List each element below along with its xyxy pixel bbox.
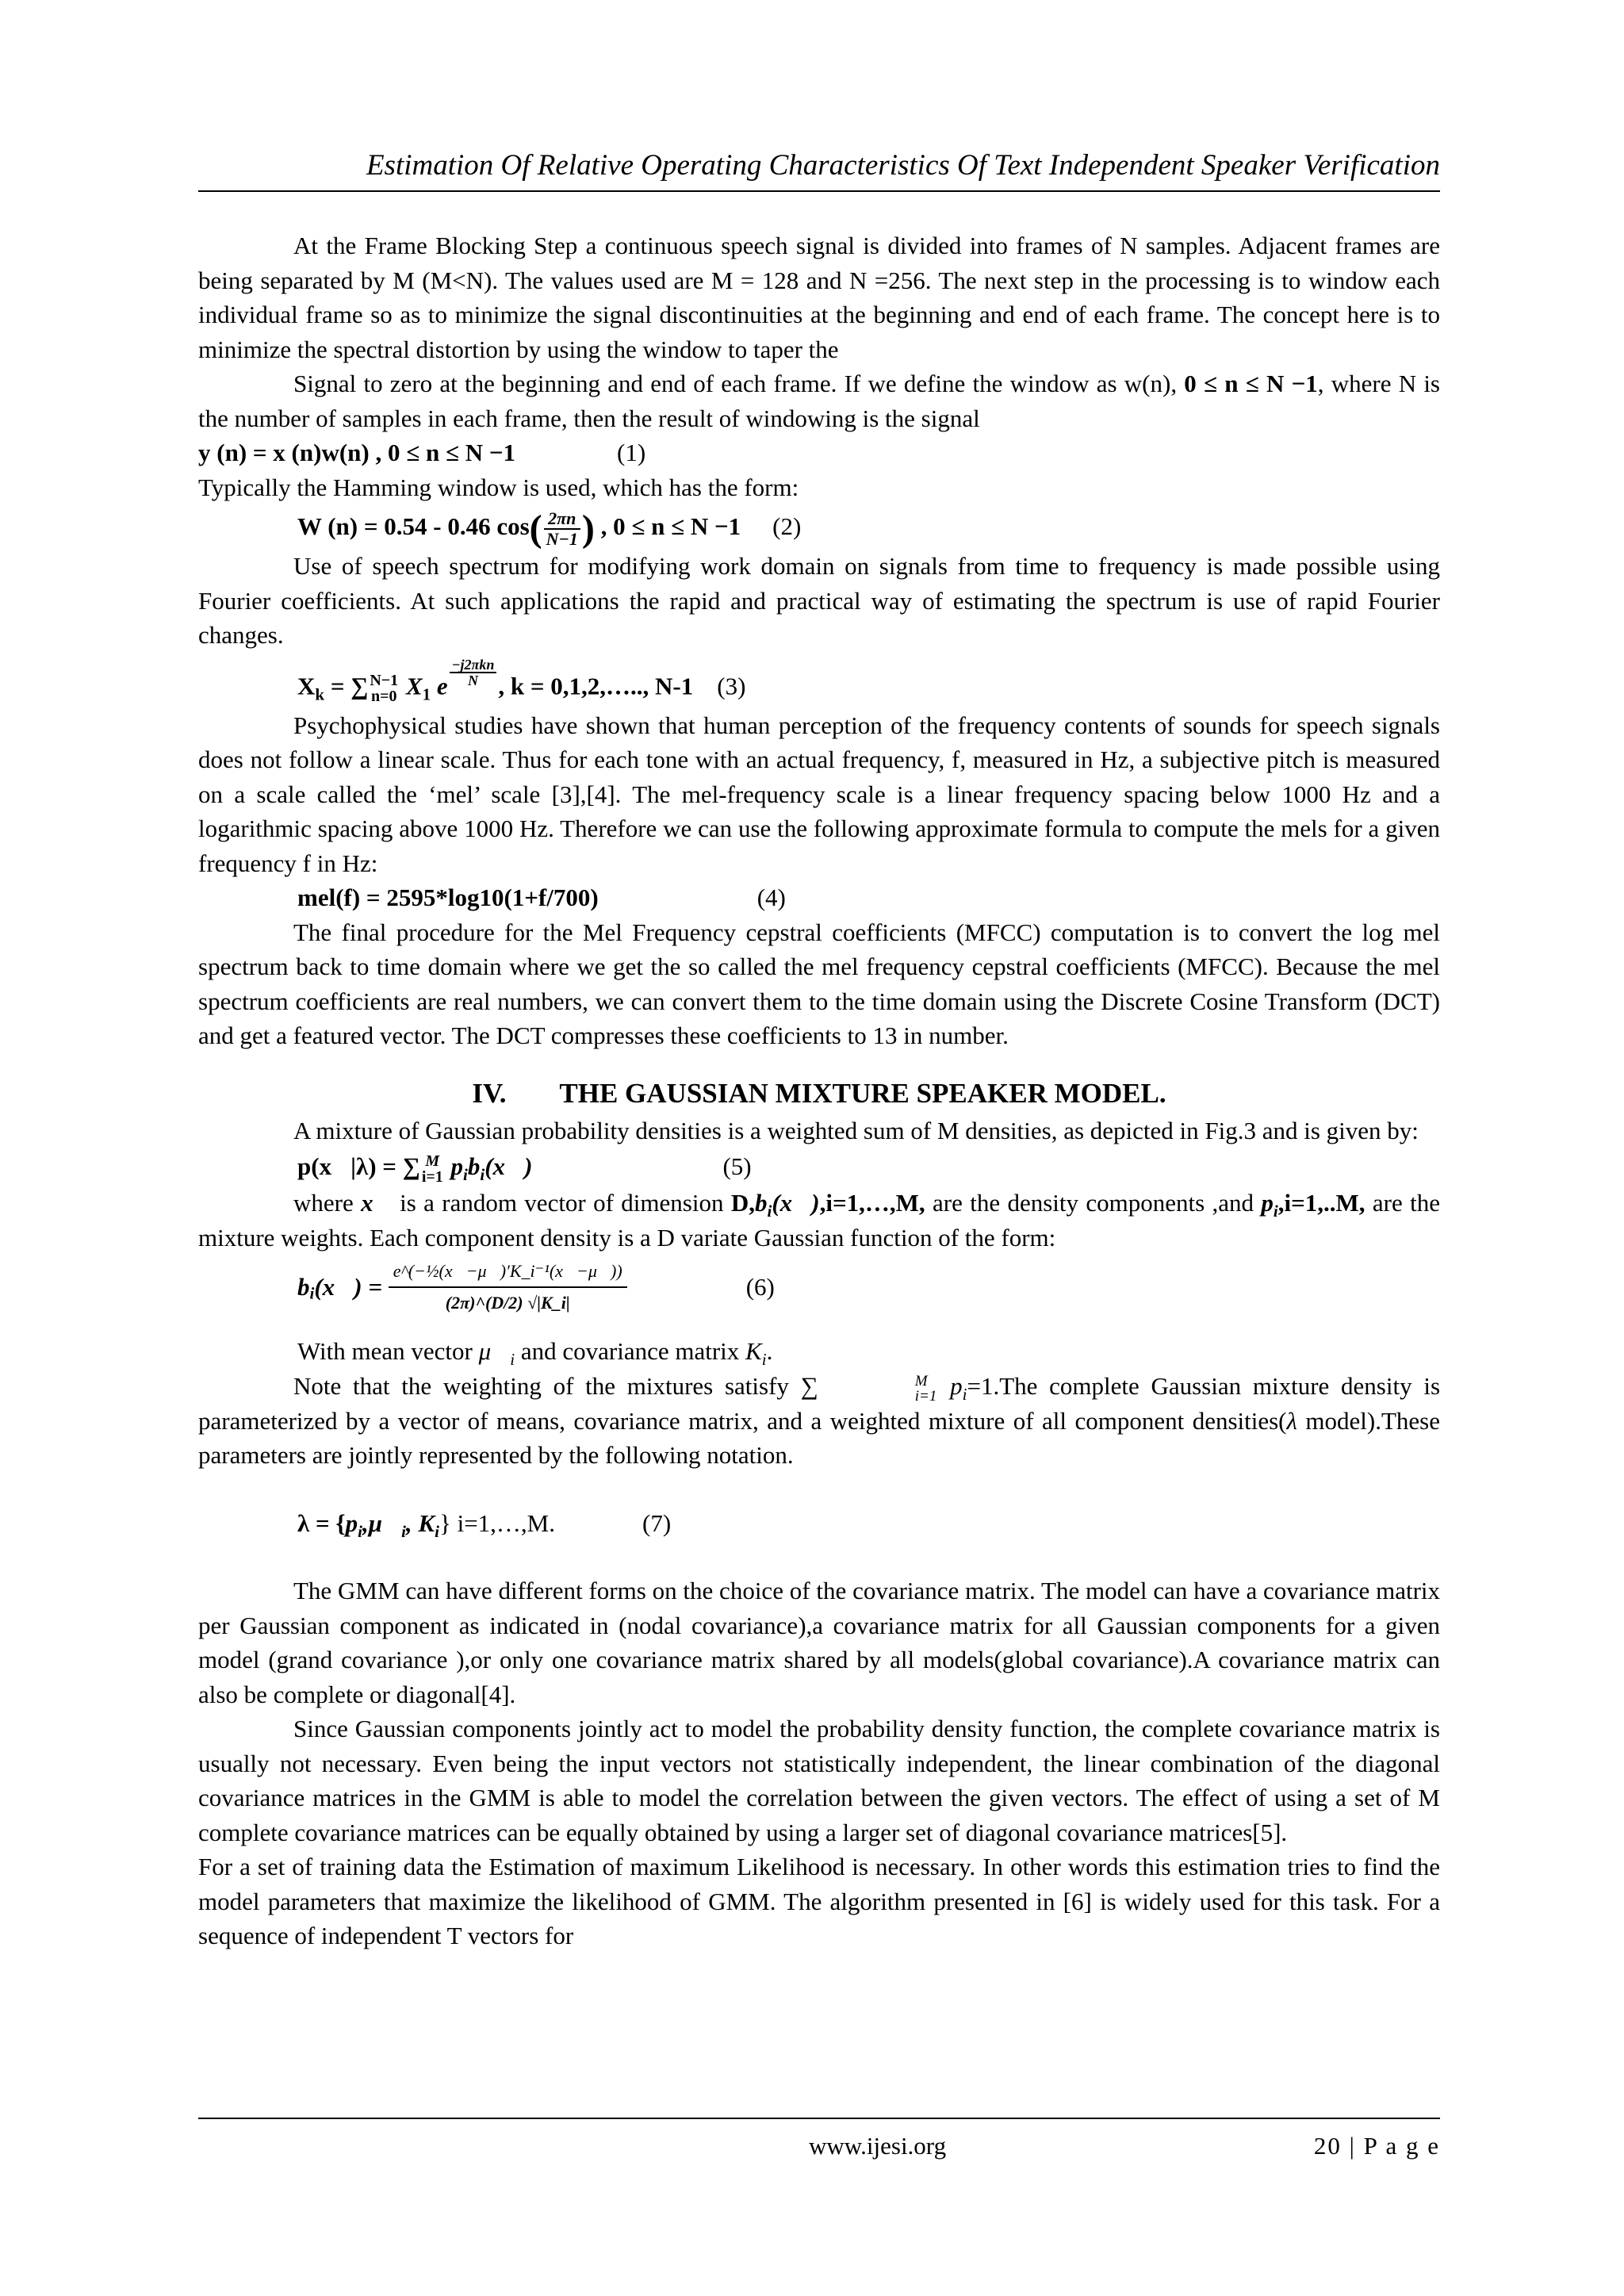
equation-2-rhs: , 0 ≤ n ≤ N −1 <box>600 512 741 540</box>
paragraph-ml-estimation: For a set of training data the Estimation of maximum Likelihood is necessary. In other words this estimation tries to find the model parameters that maximize the likelihood of GMM. The algorithm presented in [6] is widely used for this task. For a sequence of independent T vectors for <box>198 1853 1440 1950</box>
paragraph-mean-vector: With mean vector $\mu⃗_i$ and covariance matrix $K_i$. <box>297 1337 773 1370</box>
equation-6: $b_i(x⃗)$ = $\frac{\text{e\textasciicircum{}(−½(x⃗−μ⃗)′K\_i⁻¹(x⃗−μ⃗))}}{(2\pi)\^{}(D/2) √|K\_i|}$ (6) <box>198 1259 1440 1315</box>
equation-4-expression: mel(f) = 2595*log10(1+f/700) <box>297 884 599 912</box>
page-body <box>198 228 1440 1953</box>
section-heading <box>198 1075 1440 1112</box>
paragraph-psychophysical: Psychophysical studies have shown that human perception of the frequency contents of sounds for speech signals does not follow a linear scale. Thus for each tone with an actual frequency, f, measured in Hz, a subjective pitch is measured on a scale called the ‘mel’ scale [3],[4]. The mel-frequency scale is a linear frequency spacing below 1000 Hz and a logarithmic spacing above 1000 Hz. Therefore we can use the following approximate formula to compute the mels for a given frequency f in Hz: <box>198 711 1440 877</box>
equation-4 <box>198 880 1440 915</box>
paragraph-frame-blocking: At the Frame Blocking Step a continuous speech signal is divided into frames of N samples. Adjacent frames are being separated by M (M<N). The values used are M = 128 and N =256. The next step in the processing is to window each individual frame so as to minimize the signal discontinuities at the beginning and end of each frame. The concept here is to minimize the spectral distortion by using the window to taper the <box>198 232 1440 363</box>
paragraph-weighting: Note that the weighting of the mixtures satisfy ∑ M i=1 $p_i=1.The$ complete Gaussian mixture density is parameterized by a vector of means, covariance matrix, and a weighted mixture of all component densities(λ model).These parameters are jointly represented by the following notation. <box>198 1371 1441 1470</box>
section-title: THE GAUSSIAN MIXTURE SPEAKER MODEL. <box>559 1077 1166 1109</box>
paragraph-windowing-text-b: , where N is the number of samples in each frame, then the result of windowing is the signal <box>198 370 1440 432</box>
equation-5: p(x⃗|λ) = ∑ M i=1 $p_ib_i(x⃗)$ (5) <box>297 1152 752 1186</box>
paragraph-windowing <box>198 366 1440 435</box>
paragraph-windowing-text-a: Signal to zero at the beginning and end of each frame. If we define the window as w(n), <box>293 370 1185 397</box>
paragraph-spectrum: Use of speech spectrum for modifying work domain on signals from time to frequency is made possible using Fourier coefficients. At such applications the rapid and practical way of estimating the spectrum is use of rapid Fourier changes. <box>198 552 1440 649</box>
equation-3-number: (3) <box>717 671 746 700</box>
equation-6-number: (6) <box>745 1273 775 1301</box>
paragraph-gmm-forms: The GMM can have different forms on the choice of the covariance matrix. The model can have a covariance matrix per Gaussian component as indicated in (nodal covariance),a covariance matrix for all Gaussian components for a given model (grand covariance ),or only one covariance matrix shared by all models(global covariance).A covariance matrix can also be complete or diagonal[4]. <box>198 1577 1440 1708</box>
paragraph-diagonal-covariance: Since Gaussian components jointly act to model the probability density function, the complete covariance matrix is usually not necessary. Even being the input vectors not statistically independent, the linear combination of the diagonal covariance matrices in the GMM is able to model the correlation between the given vectors. The effect of using a set of M complete covariance matrices can be equally obtained by using a larger set of diagonal covariance matrices[5]. <box>198 1715 1440 1846</box>
window-range-condition: 0 ≤ n ≤ N −1 <box>1184 370 1318 397</box>
equation-2-lhs: W (n) = 0.54 - 0.46 cos <box>297 512 530 540</box>
paragraph-where: where x⃗ is a random vector of dimension $D,b_i(x⃗),i=1,\dots,M$, are the density components ,and $p_i,i=1,..M$, are the mixture weights. Each component density is a D variate Gaussian function of the form: <box>198 1189 1440 1251</box>
equation-1-expression: y (n) = x (n)w(n) , 0 ≤ n ≤ N −1 <box>198 439 516 466</box>
header-rule <box>198 190 1440 192</box>
equation-7-number: (7) <box>642 1508 672 1537</box>
footer-website: www.ijesi.org <box>809 2132 947 2160</box>
equation-2-fraction: $\frac{2\pi n}{N-1}$ <box>544 509 580 549</box>
equation-2: W (n) = 0.54 - 0.46 cos( $\frac{2\pi n}{N-1}$ ) , 0 ≤ n ≤ N −1 (2) <box>297 507 802 550</box>
running-header: Estimation Of Relative Operating Characteristics Of Text Independent Speaker Verification <box>366 149 1440 182</box>
equation-7: $\lambda = \{p_i,\mu⃗_i$, $K_i$} i=1,…,M. (7) <box>297 1508 672 1541</box>
paragraph-mfcc: The final procedure for the Mel Frequency cepstral coefficients (MFCC) computation is to convert the log mel spectrum back to time domain where we get the so called the mel frequency cepstral coefficients (MFCC). Because the mel spectrum coefficients are real numbers, we can convert them to the time domain using the Discrete Cosine Transform (DCT) and get a featured vector. The DCT compresses these coefficients to 13 in number. <box>198 918 1440 1050</box>
equation-3-exponent: $\frac{\text{−j2πkn}}{N}$ <box>450 657 497 688</box>
equation-3-sum-limits: N−1 n=0 <box>370 671 399 705</box>
equation-1-number: (1) <box>617 439 646 466</box>
equation-2-number: (2) <box>772 512 802 540</box>
paragraph-mixture-intro: A mixture of Gaussian probability densities is a weighted sum of M densities, as depicted in Fig.3 and is given by: <box>293 1116 1419 1144</box>
equation-5-number: (5) <box>722 1152 752 1181</box>
paragraph-hamming-intro: Typically the Hamming window is used, which has the form: <box>198 473 799 501</box>
footer-rule <box>198 2118 1440 2119</box>
equation-3: $X_k$ = ∑ N−1 n=0 $X_1$ e $\frac{\text{−j2πkn}}{N}$ , k = 0,1,2,….., N-1 (3) <box>297 656 746 705</box>
gaussian-density-fraction: $\frac{\text{e\textasciicircum{}(−½(x⃗−μ⃗)′K\_i⁻¹(x⃗−μ⃗))}}{(2\pi)\^{}(D/2) √|K\_i|}$ <box>389 1259 627 1315</box>
footer-page-number: 20 | P a g e <box>1313 2132 1440 2160</box>
equation-1 <box>198 435 1440 470</box>
section-number: IV. <box>472 1077 507 1109</box>
equation-4-number: (4) <box>756 884 786 912</box>
